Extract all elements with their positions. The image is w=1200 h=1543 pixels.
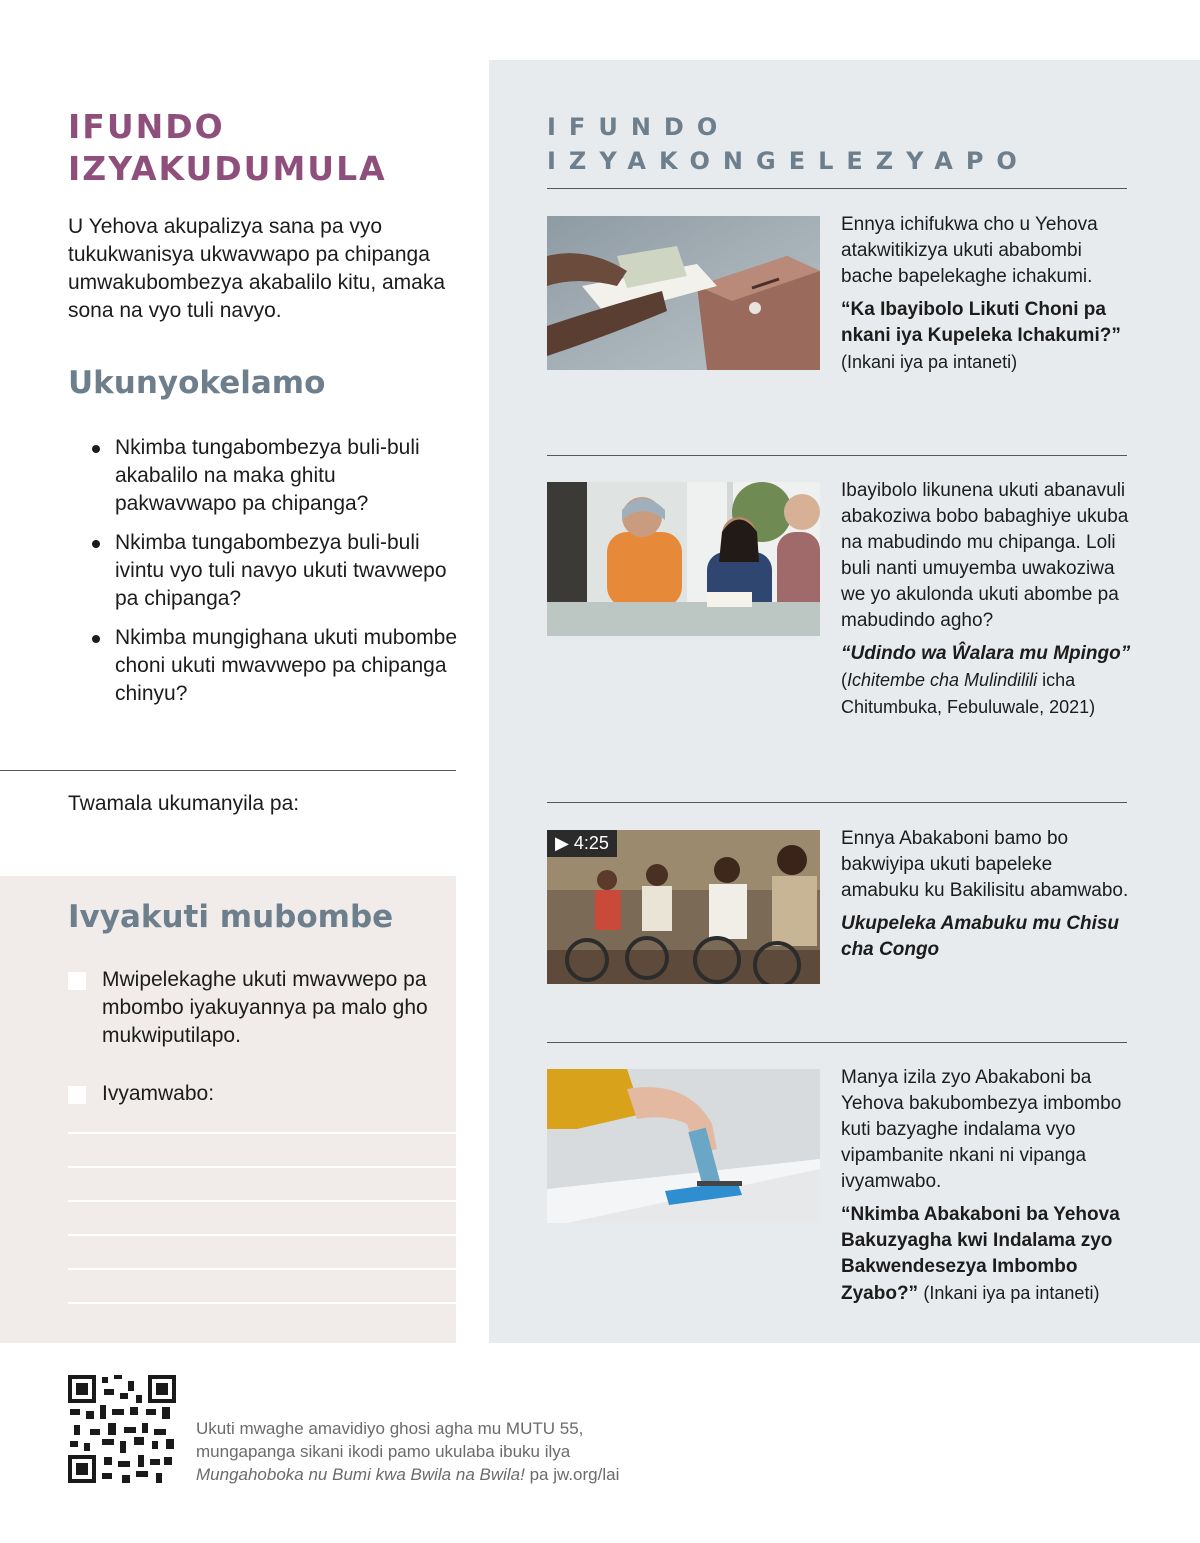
book-title: Mungahoboka nu Bumi kwa Bwila na Bwila! xyxy=(196,1465,525,1484)
bullet-icon xyxy=(92,635,100,643)
item-reference xyxy=(841,297,1131,376)
review-question xyxy=(88,434,458,518)
source-note xyxy=(841,670,1095,717)
writing-line[interactable] xyxy=(68,1200,456,1202)
article-title: “Udindo wa Ŵalara mu Mpingo” xyxy=(841,643,1131,664)
magazine-title: Ichitembe cha Mulindilili xyxy=(847,670,1038,690)
source-paren: ( xyxy=(841,670,847,690)
more-title-line2: IZYAKONGELEZYAPO xyxy=(547,147,1030,175)
review-question-text: Nkimba mungighana ukuti mubombe choni ukuti mwavwepo pa chipanga chinyu? xyxy=(115,626,458,705)
item-reference xyxy=(841,1202,1131,1307)
writing-line[interactable] xyxy=(68,1302,456,1304)
section-divider xyxy=(547,455,1127,456)
video-thumbnail[interactable] xyxy=(547,830,820,984)
article-link[interactable] xyxy=(841,643,1130,664)
review-list xyxy=(88,434,458,719)
writing-line[interactable] xyxy=(68,1234,456,1236)
video-title: Ukupeleka Amabuku mu Chisu cha Congo xyxy=(841,913,1120,960)
other-task-label: Ivyamwabo: xyxy=(102,1082,215,1105)
review-question xyxy=(88,529,458,613)
footer-line2: mungapanga sikani ikodi pamo ukulaba ibuku ilya xyxy=(196,1442,571,1461)
item-reference xyxy=(841,911,1131,963)
source-note: (Inkani iya pa intaneti) xyxy=(841,352,1018,372)
reading-item xyxy=(841,212,1131,376)
writing-line[interactable] xyxy=(68,1166,456,1168)
bullet-icon xyxy=(92,540,100,548)
more-title-line1: IFUNDO xyxy=(547,113,731,141)
review-question xyxy=(88,624,458,708)
bullet-icon xyxy=(92,445,100,453)
footer-line1: Ukuti mwaghe amavidiyo ghosi agha mu MUTU 55, xyxy=(196,1419,584,1438)
qr-code[interactable] xyxy=(68,1375,176,1483)
website-link[interactable]: pa jw.org/lai xyxy=(524,1465,620,1484)
article-link[interactable]: “Nkimba Abakaboni ba Yehova Bakuzyagha kwi Indalama zyo Bakwendesezya Imbombo Zyabo?” xyxy=(841,1204,1120,1304)
more-title xyxy=(547,110,1030,178)
donation-box-image xyxy=(547,1069,820,1223)
reading-item xyxy=(841,478,1131,721)
item-description: Ibayibolo likunena ukuti abanavuli abakoziwa bobo babaghiye ukuba na mabudindo mu chipanga. Loli buli nanti umuyemba uwakoziwa we yo akulonda ukuti abombe pa mabudindo agho? xyxy=(841,480,1129,631)
item-reference xyxy=(841,641,1131,721)
goal-label: Twamala ukumanyila pa: xyxy=(68,792,300,815)
envelope-donation-image xyxy=(547,216,820,370)
video-link[interactable] xyxy=(841,913,1119,960)
video-length: 4:25 xyxy=(573,833,609,853)
study-group-thumbnail[interactable] xyxy=(547,482,820,636)
video-duration-badge xyxy=(547,830,617,857)
other-task-checkbox[interactable] xyxy=(68,1086,86,1104)
reading-item xyxy=(841,1065,1131,1307)
item-description: Ennya ichifukwa cho u Yehova atakwitikizya ukuti ababombi bache bapelekaghe ichakumi. xyxy=(841,214,1098,287)
tithe-thumbnail[interactable] xyxy=(547,216,820,370)
todo-panel xyxy=(0,876,456,1343)
summary-title-line1: IFUNDO xyxy=(68,107,225,146)
writing-line[interactable] xyxy=(68,1268,456,1270)
task-text: Mwipelekaghe ukuti mwavwepo pa mbombo iyakuyannya pa malo gho mukwiputilapo. xyxy=(102,968,428,1047)
task-checkbox[interactable] xyxy=(68,972,86,990)
footer-line3 xyxy=(196,1463,619,1486)
edition-note: icha Chitumbuka, Febuluwale, 2021) xyxy=(841,670,1096,717)
item-description: Manya izila zyo Abakaboni ba Yehova bakubombezya imbombo kuti bazyaghe indalama vyo vipambanite nkani ni vipanga ivyamwabo. xyxy=(841,1067,1122,1192)
item-description: Ennya Abakaboni bamo bo bakwiyipa ukuti bapeleke amabuku ku Bakilisitu abamwabo. xyxy=(841,828,1129,901)
footer-note xyxy=(196,1417,619,1486)
section-divider xyxy=(547,1042,1127,1043)
source-note: (Inkani iya pa intaneti) xyxy=(923,1283,1100,1303)
summary-title-line2: IZYAKUDUMULA xyxy=(68,149,387,188)
writing-line[interactable] xyxy=(68,1132,456,1134)
section-divider xyxy=(547,188,1127,189)
summary-title xyxy=(68,106,458,190)
summary-text: U Yehova akupalizya sana pa vyo tukukwanisya ukwavwapo pa chipanga umwakubombezya akabalilo kitu, amaka sona na vyo tuli navyo. xyxy=(68,215,446,322)
women-study-image xyxy=(547,482,820,636)
section-divider xyxy=(547,802,1127,803)
donation-thumbnail[interactable] xyxy=(547,1069,820,1223)
review-title: Ukunyokelamo xyxy=(68,365,326,401)
review-question-text: Nkimba tungabombezya buli-buli ivintu vyo tuli navyo ukuti twavwepo pa chipanga? xyxy=(115,531,447,610)
qr-code-image xyxy=(68,1375,176,1483)
play-icon: ▶ xyxy=(555,833,569,853)
article-link[interactable]: “Ka Ibayibolo Likuti Choni pa nkani iya Kupeleka Ichakumi?” xyxy=(841,299,1121,346)
todo-title: Ivyakuti mubombe xyxy=(68,899,394,935)
review-question-text: Nkimba tungabombezya buli-buli akabalilo na maka ghitu pakwavwapo pa chipanga? xyxy=(115,436,420,515)
section-divider xyxy=(0,770,456,771)
reading-item xyxy=(841,826,1131,963)
